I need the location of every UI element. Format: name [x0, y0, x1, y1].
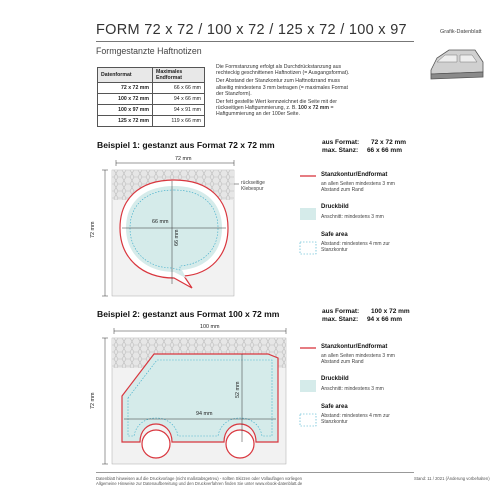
legend-druck-title: Druckbild [321, 204, 349, 210]
page-subtitle: Formgestanzte Haftnotizen [96, 46, 202, 56]
intro-paragraph: Die Formstanzung erfolgt als Durchdrückstanzung aus rechteckig geschnittenen Haftnotizen (= Ausgangsformat). [216, 64, 350, 77]
example2-dim-left: 72 mm [90, 392, 96, 409]
legend-stanz-title: Stanzkontur/Endformat [321, 172, 388, 178]
stanzkontur [122, 354, 278, 442]
footer-line: Datenblatt hinweisen auf die Druckvorlage (nicht maßstabsgetreu) - sollten Skizzen oder Vollauflagen vorliegen [96, 476, 302, 481]
legend1-swatches [298, 170, 318, 260]
legend-druck-sub: Anschnitt: mindestens 3 mm [321, 386, 384, 392]
example2-aus-value: 100 x 72 mm [371, 308, 410, 315]
legend-stanz-sub: an allen Seiten mindestens 3 mm Abstand zum Rand [321, 181, 395, 193]
table-cell: 66 x 66 mm [153, 83, 205, 94]
example2-max-value: 94 x 66 mm [366, 316, 402, 323]
legend-safe-sub: Abstand: mindestens 4 mm zur Stanzkontur [321, 413, 390, 425]
example2-specs [322, 308, 410, 324]
intro-text-part: Der fett gestellte Wert kennzeichnet die Seite mit der rückseitigen Haftgummierung, z. B. [216, 99, 338, 112]
example2-diagram [92, 324, 292, 474]
example2-heading: Beispiel 2: gestanzt aus Format 100 x 72 mm [97, 309, 280, 319]
legend-druck-sub: Anschnitt: mindestens 3 mm [321, 214, 384, 220]
wheel-shape [142, 430, 170, 458]
example1-max-value: 66 x 66 mm [366, 147, 402, 154]
example2-dim-top: 100 mm [200, 324, 220, 330]
datasheet-label: Grafik-Datenblatt [440, 29, 482, 35]
legend-safe-title: Safe area [321, 404, 348, 410]
legend1-text [321, 172, 411, 253]
intro-text-part: = Haftgummierung an der 100er Seite. [216, 105, 334, 118]
legend-stanz-sub: an allen Seiten mindestens 3 mm Abstand zum Rand [321, 353, 395, 365]
wheel-shape [226, 430, 254, 458]
example2-dim-inner-v: 52 mm [235, 381, 241, 398]
table-cell: 94 x 91 mm [153, 105, 205, 116]
format-table [97, 67, 205, 127]
page-title: FORM 72 x 72 / 100 x 72 / 125 x 72 / 100 x 97 [96, 22, 407, 38]
legend2-text [321, 344, 411, 425]
table-cell: 94 x 66 mm [153, 94, 205, 105]
table-row [98, 83, 205, 94]
safe-legend-swatch [300, 242, 316, 254]
product-illustration-icon [427, 44, 487, 84]
intro-text [216, 64, 356, 118]
table-cell: 125 x 72 mm [98, 116, 153, 127]
druck-legend-swatch [300, 208, 316, 220]
legend-stanz-title: Stanzkontur/Endformat [321, 344, 388, 350]
example1-dim-inner-v: 66 mm [174, 229, 180, 246]
table-cell: 72 x 72 mm [98, 83, 153, 94]
footer-version: Stand: 11 / 2021 (Änderung vorbehalten) [414, 476, 490, 481]
footer-line: Allgemeine Hinweise zur Datenaufbereitung und den Druckverfahren finden Sie unter www.ebook-datenblatt.de [96, 481, 303, 487]
intro-text-bold: 100 x 72 mm [298, 105, 330, 112]
example2-aus-label: aus Format: [322, 308, 360, 315]
table-header-cell: Datenformat [98, 68, 153, 83]
example1-dim-inner-h: 66 mm [152, 219, 169, 225]
header-divider [96, 41, 414, 42]
table-row [98, 105, 205, 116]
legend2-swatches [298, 342, 318, 432]
footer-text [96, 476, 416, 486]
example1-specs [322, 139, 406, 155]
intro-paragraph [216, 99, 356, 118]
druck-legend-swatch [300, 380, 316, 392]
footer-divider [96, 472, 414, 473]
table-row [98, 116, 205, 127]
example1-dim-left: 72 mm [90, 221, 96, 238]
intro-paragraph: Der Abstand der Stanzkontur zum Haftnotizrand muss allseitig mindestens 3 mm betragen (= maximales Format der Stanzform). [216, 78, 348, 97]
example1-aus-value: 72 x 72 mm [371, 139, 407, 146]
table-cell: 100 x 72 mm [98, 94, 153, 105]
example2-max-label: max. Stanz: [322, 316, 359, 323]
legend-safe-title: Safe area [321, 232, 348, 238]
legend-safe-sub: Abstand: mindestens 4 mm zur Stanzkontur [321, 241, 390, 253]
table-row [98, 94, 205, 105]
legend-druck-title: Druckbild [321, 376, 349, 382]
example1-max-label: max. Stanz: [322, 147, 359, 154]
table-header-cell: Maximales Endformat [153, 68, 205, 83]
example1-diagram [92, 156, 292, 306]
example1-dim-top: 72 mm [175, 156, 192, 162]
example1-aus-label: aus Format: [322, 139, 360, 146]
table-header-row [98, 68, 205, 83]
example1-heading: Beispiel 1: gestanzt aus Format 72 x 72 mm [97, 140, 275, 150]
table-cell: 119 x 66 mm [153, 116, 205, 127]
table-cell: 100 x 97 mm [98, 105, 153, 116]
glue-label: rückseitige Klebespur [241, 180, 265, 192]
safe-legend-swatch [300, 414, 316, 426]
example2-dim-inner-h: 94 mm [196, 411, 213, 417]
